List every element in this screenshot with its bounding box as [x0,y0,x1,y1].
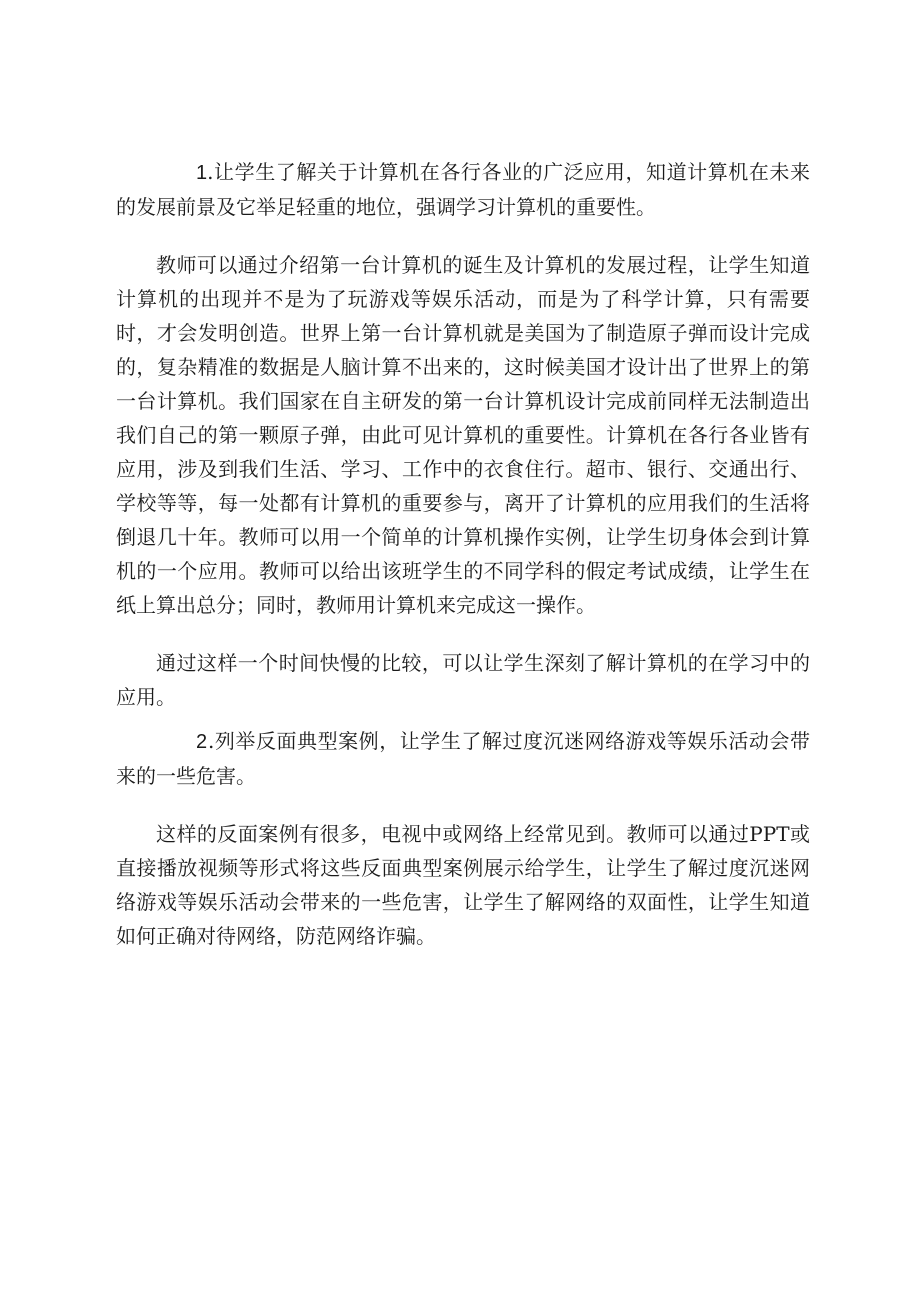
list-number-2: 2 [196,731,208,753]
paragraph-1: 教师可以通过介绍第一台计算机的诞生及计算机的发展过程，让学生知道计算机的出现并不是为了玩游戏等娱乐活动，而是为了科学计算，只有需要时，才会发明创造。世界上第一台计算机就是美国为了制造原子弹而设计完成的，复杂精准的数据是人脑计算不出来的，这时候美国才设计出了世界上的第一台计算机。我们国家在自主研发的第一台计算机设计完成前同样无法制造出我们自己的第一颗原子弹，由此可见计算机的重要性。计算机在各行各业皆有应用，涉及到我们生活、学习、工作中的衣食住行。超市、银行、交通出行、学校等等，每一处都有计算机的重要参与，离开了计算机的应用我们的生活将倒退几十年。教师可以用一个简单的计算机操作实例，让学生切身体会到计算机的一个应用。教师可以给出该班学生的不同学科的假定考试成绩，让学生在纸上算出总分；同时，教师用计算机来完成这一操作。 [116,253,810,617]
document-page [116,155,810,953]
paragraph-3: 这样的反面案例有很多，电视中或网络上经常见到。教师可以通过PPT或直接播放视频等形式将这些反面典型案例展示给学生，让学生了解过度沉迷网络游戏等娱乐活动会带来的一些危害，让学生了解网络的双面性，让学生知道如何正确对待网络，防范网络诈骗。 [116,822,810,948]
list-text-1: .让学生了解关于计算机在各行各业的广泛应用，知道计算机在未来的发展前景及它举足轻重的地位，强调学习计算机的重要性。 [116,160,810,219]
list-number-1: 1 [196,162,208,184]
list-item-2 [116,724,810,793]
list-item-1 [116,155,810,224]
list-text-2: .列举反面典型案例，让学生了解过度沉迷网络游戏等娱乐活动会带来的一些危害。 [116,729,810,788]
paragraph-2: 通过这样一个时间快慢的比较，可以让学生深刻了解计算机的在学习中的应用。 [116,651,810,709]
